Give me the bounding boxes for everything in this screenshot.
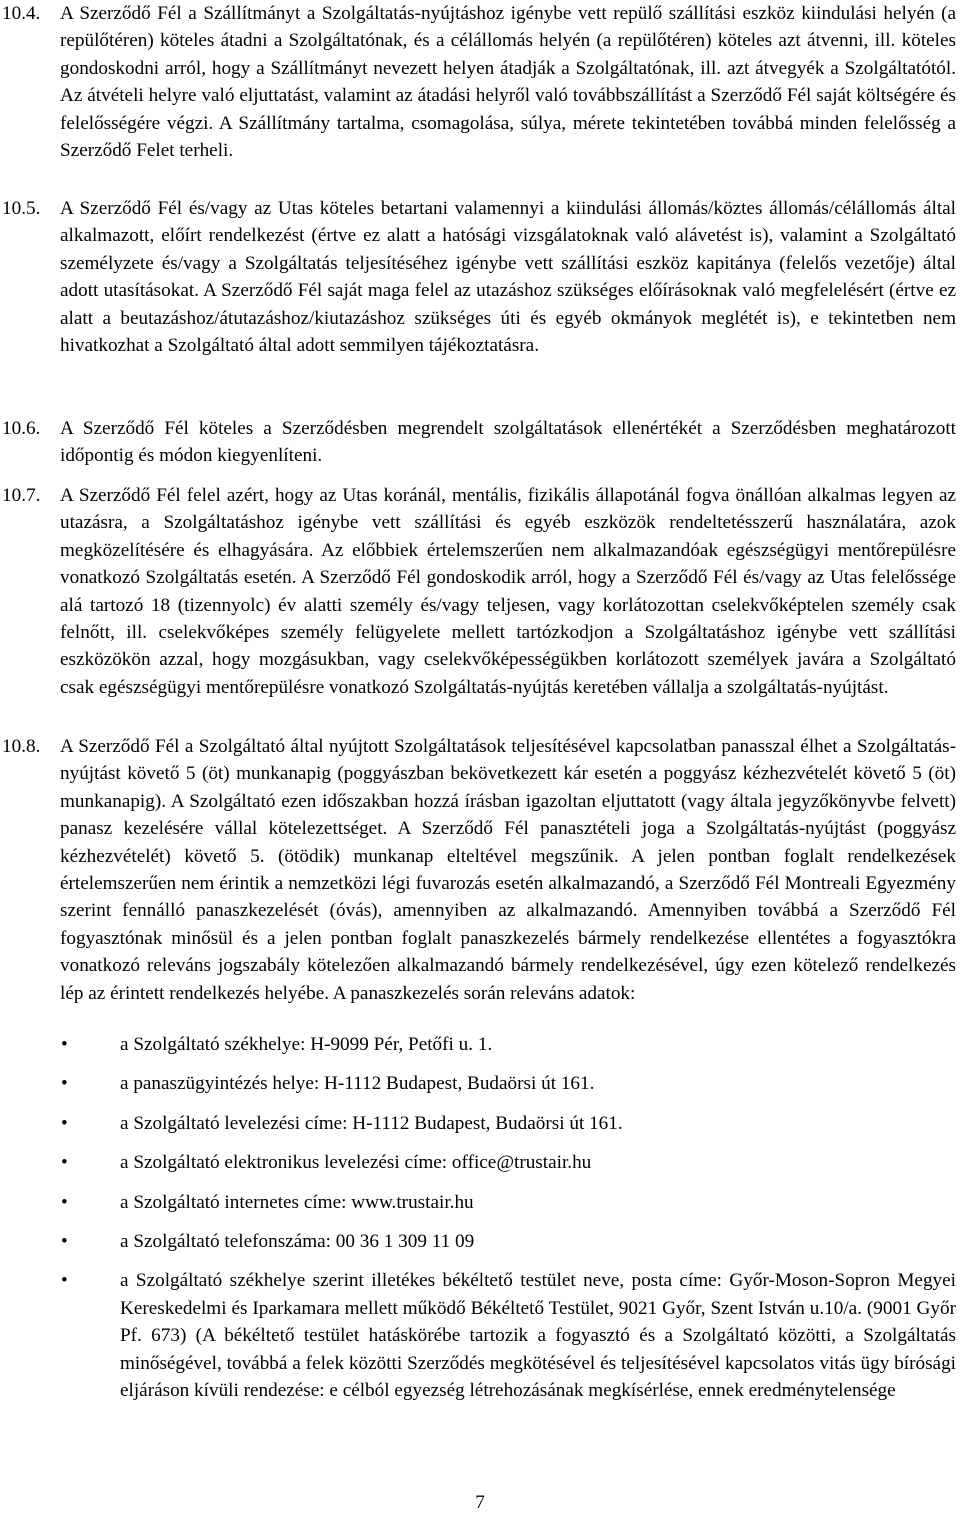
bullet-icon: • <box>61 1270 68 1292</box>
clause-10-8 <box>0 733 956 1007</box>
bullet-icon: • <box>61 1112 68 1134</box>
list-item-text: a Szolgáltató elektronikus levelezési címe: office@trustair.hu <box>120 1152 592 1174</box>
list-item <box>0 1228 956 1255</box>
list-item-text: a Szolgáltató internetes címe: www.trustair.hu <box>120 1191 474 1213</box>
list-item <box>0 1267 956 1404</box>
list-item <box>0 1110 956 1137</box>
list-item-text: a Szolgáltató levelezési címe: H-1112 Budapest, Budaörsi út 161. <box>120 1112 623 1134</box>
clause-number: 10.4. <box>2 3 41 24</box>
clause-number: 10.6. <box>2 418 41 439</box>
clause-10-4 <box>0 0 956 164</box>
clause-number: 10.5. <box>2 198 41 219</box>
clause-10-5 <box>0 195 956 359</box>
bullet-icon: • <box>61 1152 68 1174</box>
list-item-text: a Szolgáltató székhelye: H-9099 Pér, Petőfi u. 1. <box>120 1034 493 1055</box>
clause-text: A Szerződő Fél a Szállítmányt a Szolgáltatás-nyújtáshoz igénybe vett repülő szállítási eszköz kiindulási helyén (a repülőtéren) köteles átadni a Szolgáltatónak, és a célállomás helyén (a repülőtéren) köteles azt átvenni, ill. köteles gondoskodni arról, hogy a Szállítmányt nevezett helyen átadják a Szolgáltatónak, ill. azt átvegyék a Szolgáltatótól. Az átvételi helyre való eljuttatást, valamint az átadási helyről való továbbszállítást a Szerződő Fél saját költségére és felelősségére végzi. A Szállítmány tartalma, csomagolása, súlya, mérete tekintetében továbbá minden felelősség a Szerződő Felet terheli. <box>60 3 956 162</box>
page-number: 7 <box>475 1492 485 1513</box>
clause-10-6 <box>0 415 956 470</box>
clause-number: 10.8. <box>2 736 41 757</box>
clause-number: 10.7. <box>2 485 41 506</box>
list-item <box>0 1149 956 1176</box>
list-item-text: a Szolgáltató székhelye szerint illetékes békéltető testület neve, posta címe: Győr-Moson-Sopron Megyei Kereskedelmi és Iparkamara mellett működő Békéltető Testület, 9021 Győr, Szent István u.10/a. (9001 Győr Pf. 673) (A békéltető testület hatáskörébe tartozik a fogyasztó és a Szolgáltató közötti, a Szolgáltatás minőségével, továbbá a felek közötti Szerződés megkötésével és teljesítésével kapcsolatos vitás ügy bírósági eljáráson kívüli rendezése: e célból egyezség létrehozásának megkísérlése, ennek eredménytelensége <box>120 1270 956 1402</box>
clause-text: A Szerződő Fél köteles a Szerződésben megrendelt szolgáltatások ellenértékét a Szerződésben meghatározott időpontig és módon kiegyenlíteni. <box>60 418 956 467</box>
bullet-icon: • <box>61 1231 68 1253</box>
bullet-icon: • <box>61 1034 68 1055</box>
list-item-text: a panaszügyintézés helye: H-1112 Budapest, Budaörsi út 161. <box>120 1073 595 1095</box>
list-item <box>0 1070 956 1097</box>
complaint-data-list <box>0 1031 956 1416</box>
clause-text: A Szerződő Fél a Szolgáltató által nyújtott Szolgáltatások teljesítésével kapcsolatban panasszal élhet a Szolgáltatás-nyújtást követő 5 (öt) munkanapig (poggyászban bekövetkezett kár esetén a poggyász kézhezvételét követő 5 (öt) munkanapig). A Szolgáltató ezen időszakban hozzá írásban igazoltan eljuttatott (vagy általa jegyzőkönyvbe felvett) panasz kezelésére vállal kötelezettséget. A Szerződő Fél panasztételi joga a Szolgáltatás-nyújtást (poggyász kézhezvételét) követő 5. (ötödik) munkanap elteltével megszűnik. A jelen pontban foglalt rendelkezések értelemszerűen nem érintik a nemzetközi légi fuvarozás esetén alkalmazandó, a Szerződő Fél Montreali Egyezmény szerint fennálló panaszkezelését (óvás), amennyiben az alkalmazandó. Amennyiben továbbá a Szerződő Fél fogyasztónak minősül és a jelen pontban foglalt panaszkezelés bármely rendelkezése ellentétes a fogyasztókra vonatkozó releváns jogszabály kötelezően alkalmazandó bármely rendelkezésével, úgy ezen kötelező rendelkezés lép az érintett rendelkezés helyébe. A panaszkezelés során releváns adatok: <box>60 736 956 1004</box>
list-item <box>0 1031 956 1058</box>
clause-text: A Szerződő Fél és/vagy az Utas köteles betartani valamennyi a kiindulási állomás/köztes állomás/célállomás által alkalmazott, előírt rendelkezést (értve ez alatt a hatósági vizsgálatoknak való alávetést is), valamint a Szolgáltató személyzete és/vagy a Szolgáltatás teljesítéséhez igénybe vett szállítási eszköz kapitánya (felelős vezetője) által adott utasításokat. A Szerződő Fél saját maga felel az utazáshoz szükséges előírásoknak való megfelelésért (értve ez alatt a beutazáshoz/átutazáshoz/kiutazáshoz szükséges úti és egyéb okmányok meglétét is), e tekintetben nem hivatkozhat a Szolgáltató által adott semmilyen tájékoztatásra. <box>60 198 956 357</box>
clause-10-7 <box>0 482 956 701</box>
clause-text: A Szerződő Fél felel azért, hogy az Utas koránál, mentális, fizikális állapotánál fogva önállóan alkalmas legyen az utazásra, a Szolgáltatáshoz igénybe vett szállítási és egyéb eszközök rendeltetésszerű használatára, azok megközelítésére és elhagyására. Az előbbiek értelemszerűen nem alkalmazandóak egészségügyi mentőrepülésre vonatkozó Szolgáltatás esetén. A Szerződő Fél gondoskodik arról, hogy a Szerződő Fél és/vagy az Utas felelőssége alá tartozó 18 (tizennyolc) év alatti személy és/vagy teljesen, vagy korlátozottan cselekvőképtelen személy csak felnőtt, ill. cselekvőképes személy felügyelete mellett tartózkodjon a Szolgáltatáshoz igénybe vett szállítási eszközökön azzal, hogy mozgásukban, vagy cselekvőképességükben korlátozott személyek javára a Szolgáltató csak egészségügyi mentőrepülésre vonatkozó Szolgáltatás-nyújtás keretében vállalja a szolgáltatás-nyújtást. <box>60 485 956 698</box>
bullet-icon: • <box>61 1191 68 1213</box>
list-item-text: a Szolgáltató telefonszáma: 00 36 1 309 11 09 <box>120 1231 475 1253</box>
bullet-icon: • <box>61 1073 68 1095</box>
list-item <box>0 1189 956 1216</box>
